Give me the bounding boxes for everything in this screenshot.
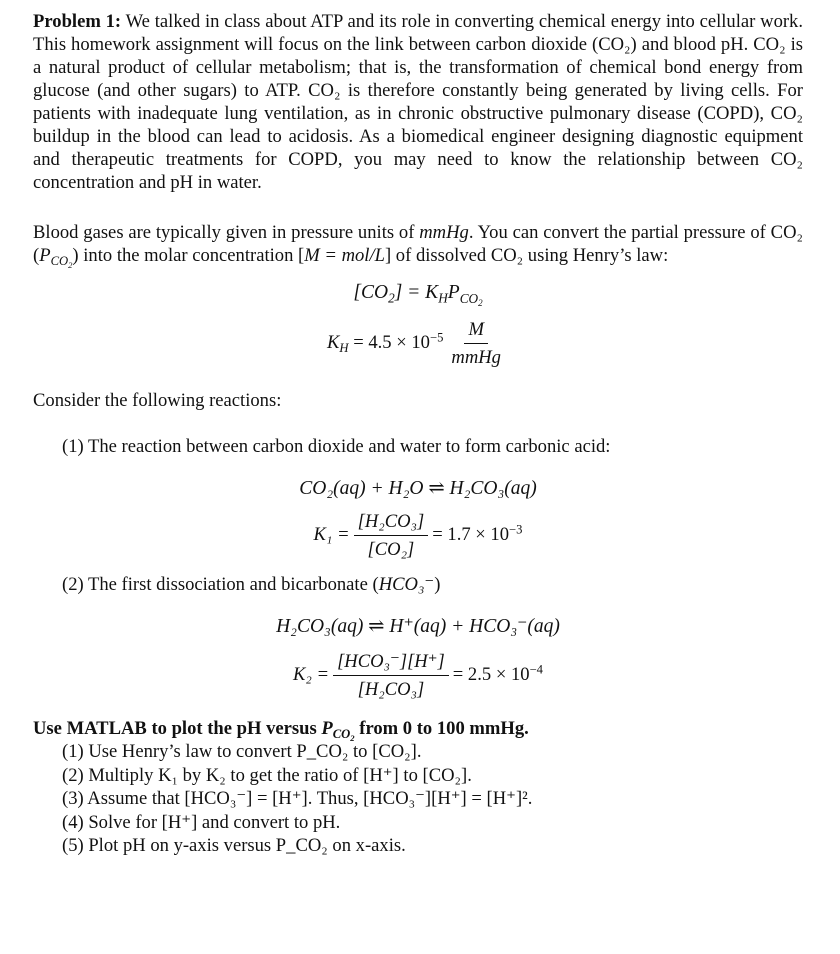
step-item: (5) Plot pH on y-axis versus P_CO₂ on x-axis.	[62, 835, 406, 856]
kh-denominator: mmHg	[451, 347, 501, 368]
k1-denominator: [CO₂]	[367, 539, 415, 560]
kh-value: = 4.5 × 10	[348, 331, 430, 353]
henry-paragraph	[33, 221, 803, 271]
molar-unit: M = mol/L	[304, 245, 385, 266]
intro-paragraph	[33, 10, 803, 194]
reaction-1-equation: CO₂(aq) + H₂O ⇌ H₂CO₃(aq)	[299, 478, 537, 499]
task-steps-list	[33, 740, 803, 858]
r2-text: (2) The first dissociation and bicarbonate (	[62, 574, 379, 595]
step-item: (2) Multiply K₁ by K₂ to get the ratio of [H⁺] to [CO₂].	[62, 764, 472, 786]
k1-equation	[33, 510, 803, 561]
henry-text-c: ) into the molar concentration [	[72, 245, 305, 266]
step-item: (1) Use Henry’s law to convert P_CO₂ to [CO₂].	[62, 741, 422, 762]
task-heading-b: from 0 to 100 mmHg.	[359, 718, 529, 739]
problem-label: Problem 1:	[33, 11, 122, 32]
k2-numerator: [HCO₃⁻][H⁺]	[333, 650, 449, 676]
bicarbonate-ion: HCO₃⁻	[378, 574, 435, 595]
kh-numerator: M	[464, 318, 488, 344]
task-heading-a: Use MATLAB to plot the pH versus	[33, 718, 317, 739]
problem-page	[33, 10, 803, 858]
henry-text-a: Blood gases are typically given in pressure units of	[33, 222, 415, 243]
eq1-rhs: ] = K	[394, 282, 439, 303]
step-item: (4) Solve for [H⁺] and convert to pH.	[62, 811, 341, 833]
henry-text-d: ] of dissolved CO₂ using Henry’s law:	[384, 245, 669, 266]
k2-equation	[33, 650, 803, 701]
task-heading: Use MATLAB to plot the pH versus $P_{CO_2}$ from 0 to 100 mmHg.	[33, 718, 529, 744]
reaction-2-equation: H₂CO₃(aq) ⇌ H⁺(aq) + HCO₃⁻(aq)	[276, 616, 560, 637]
k1-numerator: [H₂CO₃]	[354, 510, 429, 536]
k2-exponent: −4	[529, 662, 543, 677]
eq1-lhs: [CO	[353, 282, 389, 303]
k2-denominator: [H₂CO₃]	[357, 679, 425, 700]
kh-exponent: −5	[429, 330, 444, 345]
kh-symbol: K	[327, 331, 340, 353]
step-item: (3) Assume that [HCO₃⁻] = [H⁺]. Thus, [HCO₃⁻][H⁺] = [H⁺]².	[62, 788, 533, 809]
k2-value: = 2.5 × 10	[452, 663, 530, 685]
reaction-2-text	[33, 573, 803, 596]
reactions-intro: Consider the following reactions:	[33, 390, 282, 411]
k1-value: = 1.7 × 10	[432, 523, 510, 545]
henry-text-b: . You can convert the partial pressure of CO₂ (	[33, 222, 803, 266]
r2-close: )	[434, 574, 441, 595]
k1-exponent: −3	[509, 522, 523, 537]
k1-symbol: K₁ =	[313, 523, 350, 545]
reaction-1-text: (1) The reaction between carbon dioxide and water to form carbonic acid:	[62, 436, 611, 457]
pco2-symbol: $P_{CO_2}$	[39, 245, 73, 271]
k2-symbol: K₂ =	[293, 663, 330, 685]
henry-law-equation: $[CO_2] = K_HP_{CO_2}$	[353, 282, 483, 308]
unit-mmhg: mmHg	[419, 222, 469, 243]
intro-text: We talked in class about ATP and its role in converting chemical energy into cellular work. This homework assignment will focus on the link between carbon dioxide (CO₂) and blood pH. CO₂ is a natural product of cellular metabolism; that is, the transformation of chemical bond energy from glucose (and other sugars) to ATP. CO₂ is therefore constantly being generated by living cells. For patients with inadequate lung ventilation, as in chronic obstructive pulmonary disease (COPD), CO₂ buildup in the blood can lead to acidosis. As a biomedical engineer designing diagnostic equipment and therapeutic treatments for COPD, you may need to know the relationship between CO₂ concentration and pH in water.	[33, 11, 803, 193]
kh-equation: $K_H = 4.5 \times 10^{-5}$ $\frac{M}{\text{mmHg}}$	[33, 318, 803, 369]
